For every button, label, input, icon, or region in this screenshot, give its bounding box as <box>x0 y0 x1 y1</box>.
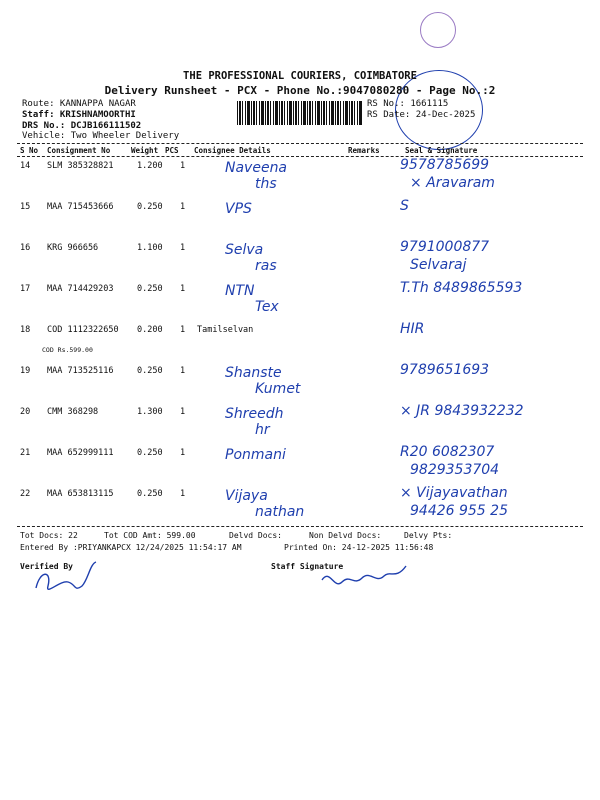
row-pcs: 1 <box>180 448 186 458</box>
rs-date: RS Date: 24-Dec-2025 <box>367 110 476 120</box>
col-consignment: Consignment No <box>47 146 111 155</box>
col-remarks: Remarks <box>348 146 380 155</box>
row-weight: 0.250 <box>137 448 163 458</box>
handwritten-text: Ponmani <box>225 447 286 463</box>
row-sno: 17 <box>20 284 31 294</box>
staff-signature <box>318 560 418 596</box>
row-weight: 1.300 <box>137 407 163 417</box>
row-pcs: 1 <box>180 284 186 294</box>
handwritten-text: Shreedh <box>225 406 284 422</box>
row-consignment-no: MAA 715453666 <box>47 202 114 212</box>
rs-number: RS No.: 1661115 <box>367 99 449 109</box>
row-pcs: 1 <box>180 161 186 171</box>
row-consignment-no: MAA 713525116 <box>47 366 114 376</box>
handwritten-text: R20 6082307 <box>400 444 495 460</box>
seal-stamp-inner <box>420 12 456 48</box>
col-consignee: Consignee Details <box>194 146 271 155</box>
tot-cod-amount: Tot COD Amt: 599.00 <box>104 531 196 540</box>
verified-by-label: Verified By <box>20 562 73 571</box>
row-consignment-no: MAA 652999111 <box>47 448 114 458</box>
printed-on: Printed On: 24-12-2025 11:56:48 <box>284 543 434 552</box>
row-pcs: 1 <box>180 243 186 253</box>
handwritten-text: 9578785699 <box>400 157 490 173</box>
row-cod-amount: COD Rs.599.00 <box>42 346 93 354</box>
staff-label: Staff: KRISHNAMOORTHI <box>22 110 136 120</box>
verified-signature <box>30 558 110 603</box>
row-sno: 19 <box>20 366 31 376</box>
handwritten-text: 94426 955 25 <box>410 503 508 519</box>
row-consignment-no: CMM 368298 <box>47 407 99 417</box>
row-handwritten-consignee <box>215 239 355 279</box>
handwritten-text: × Vijayavathan <box>400 485 508 501</box>
row-handwritten-signature <box>390 235 580 277</box>
row-consignment-no: SLM 385328821 <box>47 161 114 171</box>
staff-signature-label: Staff Signature <box>271 562 344 571</box>
route-label: Route: KANNAPPA NAGAR <box>22 99 136 109</box>
row-pcs: 1 <box>180 325 186 335</box>
row-handwritten-signature <box>390 153 580 195</box>
row-handwritten-signature <box>390 194 580 236</box>
row-consignment-no: COD 1112322650 <box>47 325 119 335</box>
row-handwritten-consignee <box>215 280 355 320</box>
drs-barcode <box>237 101 363 125</box>
handwritten-text: Selvaraj <box>410 257 467 273</box>
row-pcs: 1 <box>180 366 186 376</box>
entered-by: Entered By :PRIYANKAPCX 12/24/2025 11:54:17 AM <box>20 543 242 552</box>
delvy-pts: Delvy Pts: <box>404 531 453 540</box>
handwritten-text: 9791000877 <box>400 239 490 255</box>
company-name: THE PROFESSIONAL COURIERS, COIMBATORE <box>183 70 417 82</box>
row-handwritten-consignee <box>215 362 355 402</box>
handwritten-text: 9789651693 <box>400 362 490 378</box>
handwritten-text: ras <box>255 258 277 274</box>
row-consignee: Tamilselvan <box>197 325 254 335</box>
row-weight: 1.100 <box>137 243 163 253</box>
handwritten-text: NTN <box>225 283 255 299</box>
row-handwritten-signature <box>390 399 580 441</box>
row-weight: 0.250 <box>137 202 163 212</box>
row-sno: 20 <box>20 407 31 417</box>
row-consignment-no: MAA 714429203 <box>47 284 114 294</box>
vehicle-label: Vehicle: Two Wheeler Delivery <box>22 131 180 141</box>
handwritten-text: × JR 9843932232 <box>400 403 524 419</box>
handwritten-text: HIR <box>400 321 425 337</box>
delvd-docs: Delvd Docs: <box>229 531 282 540</box>
non-delvd-docs: Non Delvd Docs: <box>309 531 382 540</box>
row-handwritten-signature <box>390 481 580 523</box>
row-handwritten-signature <box>390 276 580 318</box>
row-sno: 22 <box>20 489 31 499</box>
handwritten-text: S <box>400 198 409 214</box>
handwritten-text: Selva <box>225 242 264 258</box>
row-handwritten-signature <box>390 317 580 359</box>
header-rule-top <box>17 143 583 144</box>
handwritten-text: × Aravaram <box>410 175 495 191</box>
handwritten-text: Shanste <box>225 365 282 381</box>
runsheet-title: Delivery Runsheet - PCX - Phone No.:9047080280 - Page No.:2 <box>104 84 496 97</box>
handwritten-text: nathan <box>255 504 305 520</box>
row-handwritten-consignee <box>215 403 355 443</box>
row-handwritten-consignee <box>215 485 355 525</box>
row-sno: 16 <box>20 243 31 253</box>
col-pcs: PCS <box>165 146 179 155</box>
col-weight: Weight <box>131 146 159 155</box>
col-sno: S No <box>20 146 39 155</box>
handwritten-text: Kumet <box>255 381 301 397</box>
col-seal-signature: Seal & Signature <box>405 146 478 155</box>
row-weight: 1.200 <box>137 161 163 171</box>
handwritten-text: Tex <box>255 299 279 315</box>
handwritten-text: T.Th 8489865593 <box>400 280 523 296</box>
row-sno: 14 <box>20 161 31 171</box>
tot-docs: Tot Docs: 22 <box>20 531 78 540</box>
row-consignment-no: MAA 653813115 <box>47 489 114 499</box>
row-handwritten-consignee <box>215 157 355 197</box>
handwritten-text: Vijaya <box>225 488 268 504</box>
row-weight: 0.250 <box>137 489 163 499</box>
row-sno: 18 <box>20 325 31 335</box>
row-weight: 0.250 <box>137 366 163 376</box>
row-handwritten-consignee <box>215 198 355 238</box>
handwritten-text: ths <box>255 176 277 192</box>
row-pcs: 1 <box>180 489 186 499</box>
row-weight: 0.200 <box>137 325 163 335</box>
row-handwritten-consignee <box>215 444 355 484</box>
row-consignment-no: KRG 966656 <box>47 243 99 253</box>
handwritten-text: 9829353704 <box>410 462 500 478</box>
handwritten-text: VPS <box>225 201 252 217</box>
handwritten-text: Naveena <box>225 160 288 176</box>
row-pcs: 1 <box>180 202 186 212</box>
row-handwritten-signature <box>390 358 580 400</box>
row-handwritten-signature <box>390 440 580 482</box>
drs-number: DRS No.: DCJB166111502 <box>22 121 142 131</box>
row-pcs: 1 <box>180 407 186 417</box>
table-rule-bottom <box>17 526 583 527</box>
row-sno: 21 <box>20 448 31 458</box>
row-sno: 15 <box>20 202 31 212</box>
handwritten-text: hr <box>255 422 270 438</box>
row-weight: 0.250 <box>137 284 163 294</box>
